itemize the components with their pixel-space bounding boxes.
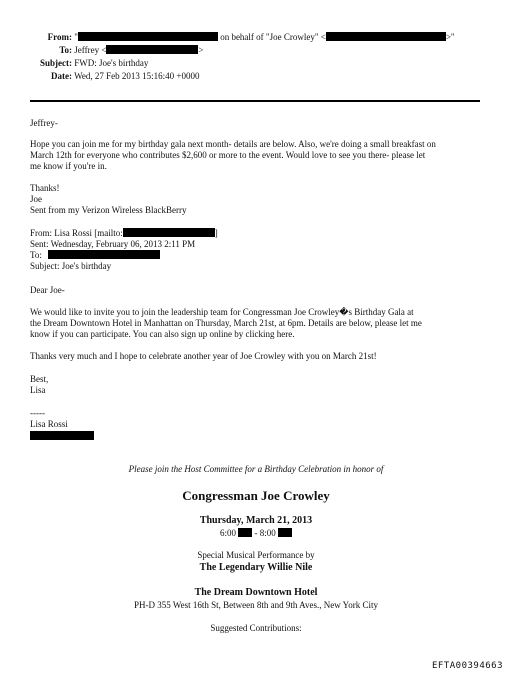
invite-time [0,528,512,539]
redaction-bar [48,250,160,259]
from-on-behalf: on behalf of "Joe Crowley" < [220,32,326,42]
redaction-bar [106,45,198,54]
redaction-bar [326,32,446,41]
invite-honoree: Congressman Joe Crowley [182,488,330,503]
time-end: - 8:00 [254,528,276,538]
date-label: Date: [51,71,72,81]
subject-value: FWD: Joe's birthday [74,58,149,68]
subject-label: Subject: [40,58,72,68]
redaction-line [30,431,94,442]
para2-line1: We would like to invite you to join the leadership team for Congressman Joe Crowley�s Birthday Gala at [30,307,414,317]
invite-intro: Please join the Host Committee for a Birthday Celebration in honor of [128,464,384,474]
contributions-label: Suggested Contributions: [210,623,302,633]
para1-line1: Hope you can join me for my birthday gala next month- details are below. Also, we're doing a small breakfast on [30,139,436,149]
redaction-bar [278,528,292,537]
para2-line3: know if you can participate. You can also sign up online by clicking here. [30,329,295,339]
lisa-rossi: Lisa Rossi [30,419,68,429]
address: PH-D 355 West 16th St, Between 8th and 9th Aves., New York City [134,600,378,610]
to-label: To: [59,45,72,55]
date-value: Wed, 27 Feb 2013 15:16:40 +0000 [74,71,200,81]
header-from-row [32,32,455,43]
greeting: Jeffrey- [30,118,58,128]
para2-line2: the Dream Downtown Hotel in Manhattan on Thursday, March 21st, at 6pm. Details are below, please let me [30,318,422,328]
lisa: Lisa [30,385,46,395]
venue: The Dream Downtown Hotel [194,587,318,598]
perf-intro: Special Musical Performance by [197,550,315,560]
sent-from: Sent from my Verizon Wireless BlackBerry [30,205,187,215]
signature-name: Joe [30,194,42,204]
to-prefix: Jeffrey < [74,45,107,55]
fwd-from-suffix: ] [214,228,218,238]
redaction-bar [30,431,94,440]
document-id-stamp: EFTA00394663 [432,661,504,671]
fwd-to-label: To: [30,250,42,260]
best: Best, [30,374,49,384]
fwd-from [30,228,218,239]
redaction-bar [78,32,218,41]
thanks: Thanks! [30,183,60,193]
fwd-to [30,250,160,261]
para1-line2: March 12th for everyone who contributes $2,600 or more to the event. Would love to see you there- please let [30,150,426,160]
time-start: 6:00 [219,528,236,538]
header-to-row [32,45,203,56]
para1-line3: me know if you're in. [30,161,107,171]
header-date-row [32,71,199,82]
redaction-bar [238,528,252,537]
fwd-subject: Subject: Joe's birthday [30,261,112,271]
performer: The Legendary Willie Nile [199,562,313,573]
fwd-sent: Sent: Wednesday, February 06, 2013 2:11 PM [30,239,196,249]
redaction-bar [123,228,215,237]
header-divider [30,100,480,102]
from-close: >" [445,32,455,42]
para3: Thanks very much and I hope to celebrate another year of Joe Crowley with you on March 21st! [30,351,377,361]
fwd-from-prefix: From: Lisa Rossi [mailto: [30,228,123,238]
to-suffix: > [198,45,204,55]
header-subject-row [32,58,148,69]
from-label: From: [47,32,72,42]
invite-date: Thursday, March 21, 2013 [199,515,313,526]
from-quote: " [74,32,78,42]
dashes: ----- [30,408,45,418]
dear: Dear Joe- [30,285,65,295]
